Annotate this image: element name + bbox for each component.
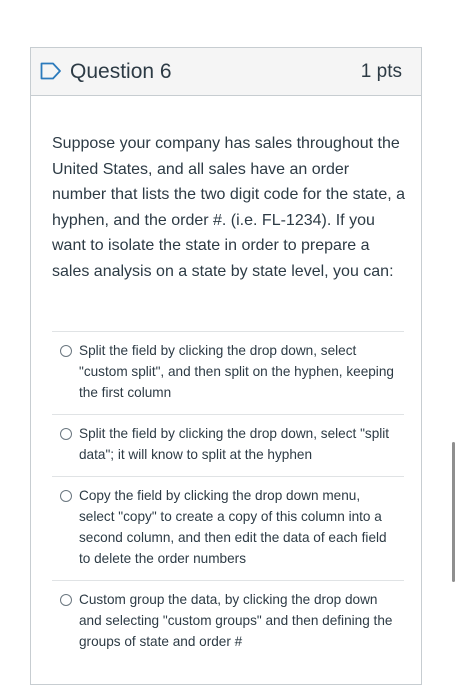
answer-option-2[interactable] — [52, 414, 404, 476]
radio-button[interactable] — [60, 490, 72, 502]
question-title: Question 6 — [70, 60, 172, 83]
answer-option-3[interactable] — [52, 476, 404, 580]
answer-option-1[interactable] — [52, 331, 404, 414]
answer-label[interactable]: Split the field by clicking the drop down, select "split data"; it will know to split at the hyphen — [79, 426, 390, 462]
answer-label[interactable]: Split the field by clicking the drop down, select "custom split", and then split on the hyphen, keeping the first column — [79, 343, 394, 400]
radio-button[interactable] — [60, 345, 72, 357]
answer-label[interactable]: Copy the field by clicking the drop down menu, select "copy" to create a copy of this column into a second column, and then edit the data of each field to delete the order numbers — [79, 488, 387, 566]
flag-question-icon[interactable] — [40, 62, 62, 80]
answer-label[interactable]: Custom group the data, by clicking the drop down and selecting "custom groups" and then defining the groups of state and order # — [79, 592, 393, 649]
page-scrollbar[interactable] — [452, 442, 455, 582]
radio-button[interactable] — [60, 594, 72, 606]
answer-option-4[interactable] — [52, 580, 404, 684]
answer-list — [52, 331, 404, 684]
question-points: 1 pts — [360, 61, 402, 82]
question-card — [30, 47, 422, 685]
question-header — [31, 48, 421, 96]
radio-button[interactable] — [60, 428, 72, 440]
question-text: Suppose your company has sales throughout the United States, and all sales have an order number that lists the two digit code for the state, a hyphen, and the order #. (i.e. FL-1234). If you want to isolate the state in order to prepare a sales analysis on a state by state level, you can: — [52, 135, 406, 280]
